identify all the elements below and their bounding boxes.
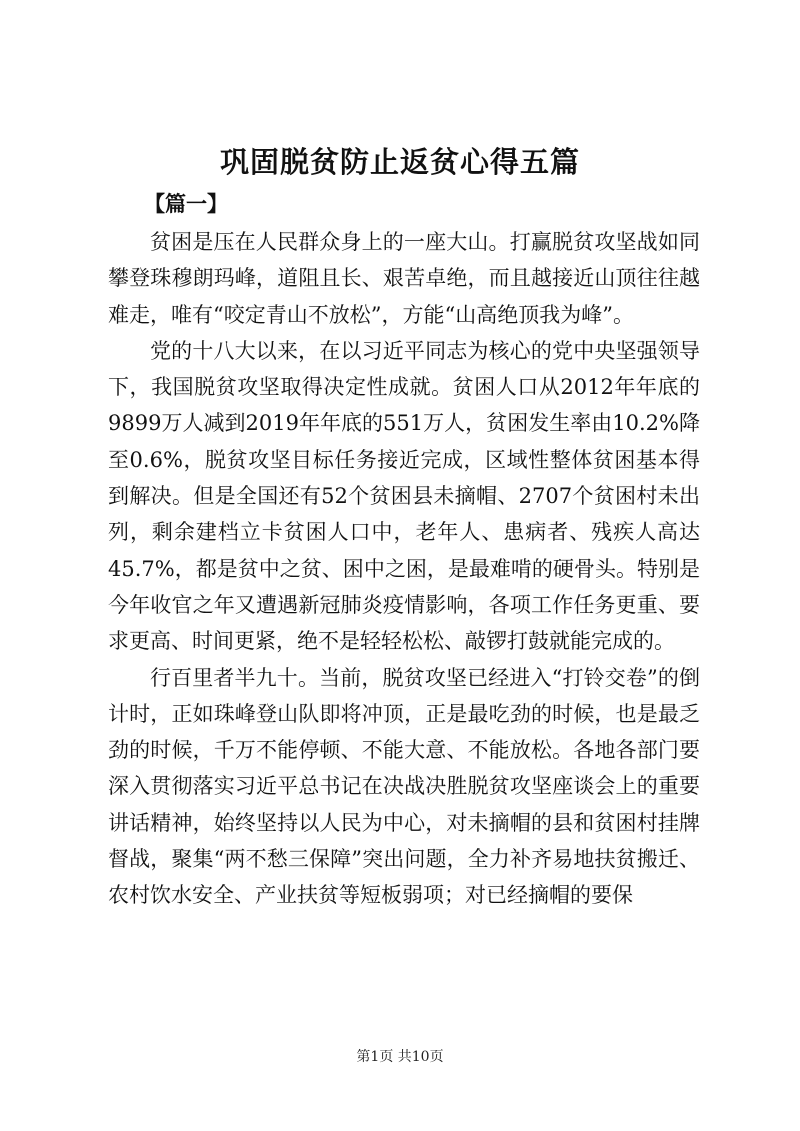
section-label: 【篇一】 <box>144 191 228 216</box>
paragraph: 贫困是压在人民群众身上的一座大山。打赢脱贫攻坚战如同攀登珠穆朗玛峰，道阻且长、艰苦卓绝，而且越接近山顶往往越难走，唯有“咬定青山不放松”，方能“山高绝顶我为峰”。 <box>108 230 700 327</box>
document-body <box>108 224 700 914</box>
document-title: 巩固脱贫防止返贫心得五篇 <box>219 145 580 179</box>
paragraph: 行百里者半九十。当前，脱贫攻坚已经进入“打铃交卷”的倒计时，正如珠峰登山队即将冲顶，正是最吃劲的时候，也是最乏劲的时候，千万不能停顿、不能大意、不能放松。各地各部门要深入贯彻落实习近平总书记在决战决胜脱贫攻坚座谈会上的重要讲话精神，始终坚持以人民为中心，对未摘帽的县和贫困村挂牌督战，聚集“两不愁三保障”突出问题，全力补齐易地扶贫搬迁、农村饮水安全、产业扶贫等短板弱项；对已经摘帽的要保 <box>108 665 700 908</box>
paragraph: 党的十八大以来，在以习近平同志为核心的党中央坚强领导下，我国脱贫攻坚取得决定性成就。贫困人口从2012年年底的9899万人减到2019年年底的551万人，贫困发生率由10.2%降至0.6%，脱贫攻坚目标任务接近完成，区域性整体贫困基本得到解决。但是全国还有52个贫困县未摘帽、2707个贫困村未出列，剩余建档立卡贫困人口中，老年人、患病者、残疾人高达45.7%，都是贫中之贫、困中之困，是最难啃的硬骨头。特别是今年收官之年又遭遇新冠肺炎疫情影响，各项工作任务更重、要求更高、时间更紧，绝不是轻轻松松、敲锣打鼓就能完成的。 <box>108 338 700 654</box>
page-footer: 第1页 共10页 <box>356 1049 444 1065</box>
